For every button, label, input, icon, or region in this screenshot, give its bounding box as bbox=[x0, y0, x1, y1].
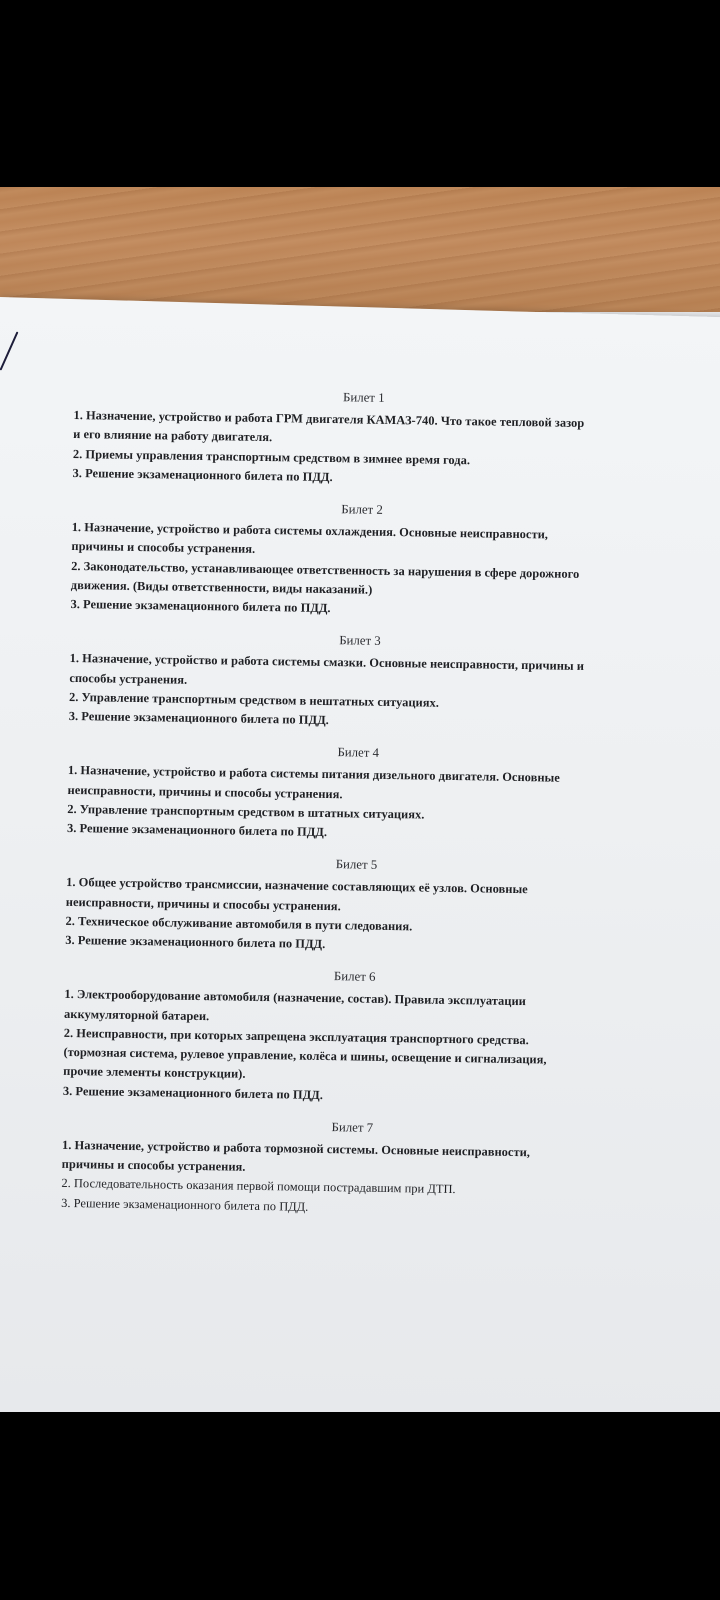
ticket-line: движения. (Виды ответственности, виды наказаний.) bbox=[70, 577, 373, 597]
ticket-line: 2. Приемы управления транспортным средством в зимнее время года. bbox=[72, 446, 471, 467]
ticket-line: 2. Управление транспортным средством в нештатных ситуациях. bbox=[68, 689, 440, 710]
ticket-title: Билет 6 bbox=[333, 969, 376, 985]
ticket-line: 1. Назначение, устройство и работа системы смазки. Основные неисправности, причины и bbox=[69, 651, 585, 674]
ticket-line: 1. Назначение, устройство и работа тормозной системы. Основные неисправности, bbox=[61, 1137, 531, 1160]
ticket-title: Билет 4 bbox=[337, 745, 380, 761]
ticket-3 bbox=[69, 627, 650, 735]
ticket-2 bbox=[70, 496, 652, 623]
ticket-title: Билет 1 bbox=[342, 390, 385, 405]
ticket-line: 2. Управление транспортным средством в штатных ситуациях. bbox=[67, 801, 425, 822]
ticket-line: 1. Электрооборудование автомобиля (назначение, состав). Правила эксплуатации bbox=[64, 987, 527, 1009]
ticket-1 bbox=[72, 384, 653, 492]
ticket-line: 1. Назначение, устройство и работа системы охлаждения. Основные неисправности, bbox=[71, 520, 549, 542]
ticket-line: 3. Решение экзаменационного билета по ПДД. bbox=[61, 1195, 309, 1214]
ticket-line: 3. Решение экзаменационного билета по ПДД. bbox=[65, 933, 326, 952]
ticket-line: способы устранения. bbox=[69, 670, 188, 687]
ticket-line: 3. Решение экзаменационного билета по ПДД. bbox=[70, 597, 331, 616]
ticket-line: причины и способы устранения. bbox=[71, 539, 256, 557]
ticket-line: 1. Общее устройство трансмиссии, назначение составляющих её узлов. Основные bbox=[66, 875, 528, 897]
ticket-line: 2. Законодательство, устанавливающее ответственность за нарушения в сфере дорожного bbox=[71, 558, 580, 581]
ticket-line: и его влияние на работу двигателя. bbox=[73, 427, 273, 445]
ticket-title: Билет 7 bbox=[331, 1119, 374, 1135]
ticket-line: неисправности, причины и способы устранения. bbox=[67, 782, 343, 801]
ticket-title: Билет 3 bbox=[339, 633, 381, 649]
ticket-5 bbox=[65, 851, 646, 959]
ticket-line: 3. Решение экзаменационного билета по ПДД. bbox=[62, 1083, 324, 1102]
ticket-line: аккумуляторной батареи. bbox=[63, 1006, 210, 1023]
ticket-line: 1. Назначение, устройство и работа ГРМ двигателя КАМАЗ-740. Что такое тепловой зазор bbox=[73, 408, 585, 431]
wooden-desk bbox=[0, 187, 720, 312]
ticket-line: прочие элементы конструкции). bbox=[63, 1064, 246, 1082]
ticket-line: причины и способы устранения. bbox=[61, 1157, 246, 1174]
ticket-line: 2. Техническое обслуживание автомобиля в пути следования. bbox=[65, 913, 413, 934]
ticket-line: 3. Решение экзаменационного билета по ПДД. bbox=[68, 709, 329, 728]
ticket-7 bbox=[61, 1114, 642, 1222]
exam-tickets-document bbox=[61, 384, 654, 1235]
ticket-line: 2. Последовательность оказания первой помощи пострадавшим при ДТП. bbox=[61, 1176, 456, 1197]
ticket-6 bbox=[63, 963, 645, 1110]
ticket-4 bbox=[67, 739, 648, 847]
ticket-line: 3. Решение экзаменационного билета по ПДД. bbox=[66, 821, 328, 840]
ticket-line: неисправности, причины и способы устранения. bbox=[65, 894, 341, 913]
ticket-title: Билет 2 bbox=[341, 502, 383, 517]
photo bbox=[0, 187, 720, 1412]
ticket-line: 1. Назначение, устройство и работа системы питания дизельного двигателя. Основные bbox=[67, 763, 560, 786]
ticket-line: (тормозная система, рулевое управление, колёса и шины, освещение и сигнализация, bbox=[63, 1045, 547, 1067]
ticket-line: 2. Неисправности, при которых запрещена эксплуатация транспортного средства. bbox=[63, 1025, 530, 1048]
ticket-line: 3. Решение экзаменационного билета по ПДД. bbox=[72, 465, 333, 484]
ticket-title: Билет 5 bbox=[335, 857, 378, 873]
